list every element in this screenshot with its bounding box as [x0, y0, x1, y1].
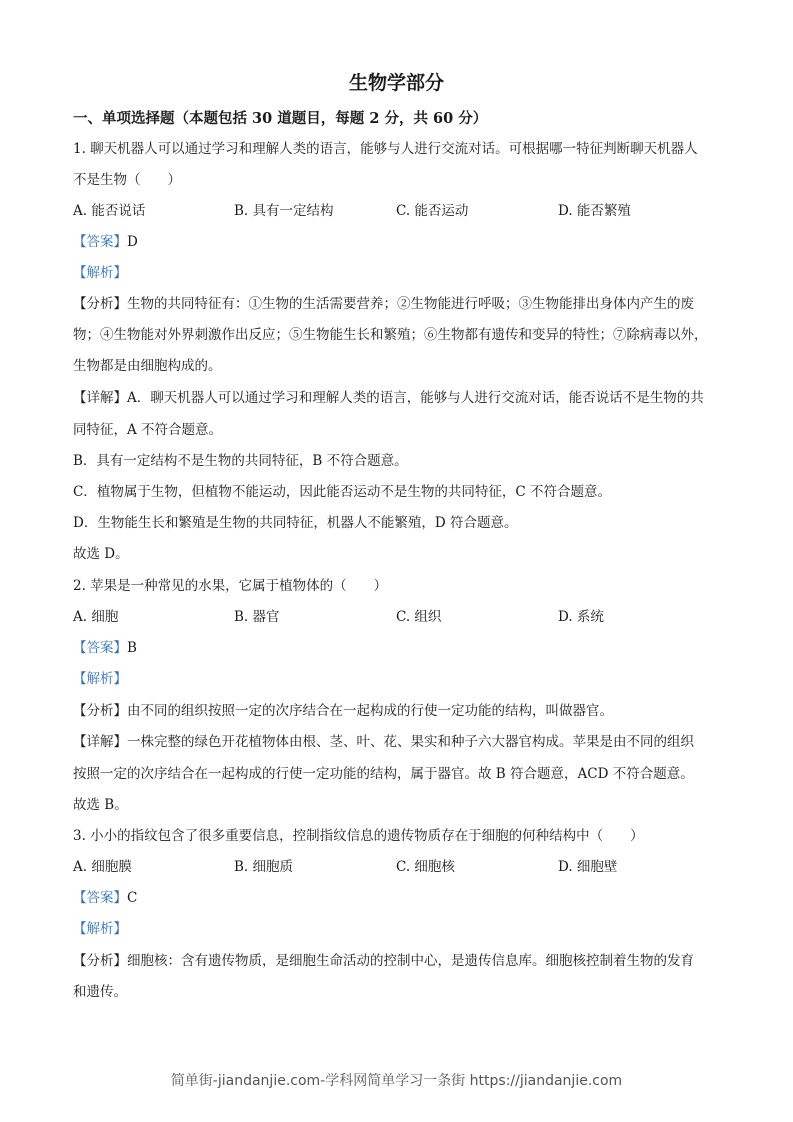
q2-option-a: A. 细胞 [73, 609, 119, 625]
q2-option-c: C. 组织 [396, 609, 442, 625]
q2-fenxi-text: 由不同的组织按照一定的次序结合在一起构成的行使一定功能的结构，叫做器官。 [127, 703, 613, 719]
fenxi-label: 【分析】 [73, 953, 127, 969]
q1-option-a: A. 能否说话 [73, 203, 146, 219]
q3-fenxi-line-1 [73, 951, 694, 971]
xiangjie-label: 【详解】 [73, 734, 127, 750]
q2-xiangjie-line-1 [73, 732, 694, 752]
q1-option-c: C. 能否运动 [396, 203, 469, 219]
q1-xiangjie-line-2: 同特征，A 不符合题意。 [73, 422, 223, 438]
q3-option-b: B. 细胞质 [234, 859, 294, 875]
q1-line-b: B．具有一定结构不是生物的共同特征，B 不符合题意。 [73, 453, 408, 469]
q3-option-c: C. 细胞核 [396, 859, 455, 875]
q2-answer-value: B [127, 640, 137, 656]
q2-answer [73, 638, 137, 658]
q1-option-b: B. 具有一定结构 [234, 203, 334, 219]
q1-stem-line-2: 不是生物（ ） [73, 172, 181, 188]
q2-option-b: B. 器官 [234, 609, 280, 625]
q1-xiangjie-text-1: A．聊天机器人可以通过学习和理解人类的语言，能够与人进行交流对话，能否说话不是生物的共 [127, 390, 704, 406]
q1-answer-value: D [127, 234, 138, 250]
q3-option-a: A. 细胞膜 [73, 859, 132, 875]
q2-option-d: D. 系统 [558, 609, 604, 625]
q3-analysis-label: 【解析】 [73, 921, 127, 937]
q1-conclusion: 故选 D。 [73, 546, 129, 562]
q1-stem-line-1: 1. 聊天机器人可以通过学习和理解人类的语言，能够与人进行交流对话。可根据哪一特征判断聊天机器人 [73, 141, 698, 157]
q1-analysis-label: 【解析】 [73, 265, 127, 281]
page-title: 生物学部分 [348, 72, 444, 94]
answer-label: 【答案】 [73, 640, 127, 656]
page-footer-watermark: 简单街-jiandanjie.com-学科网简单学习一条街 https://jiandanjie.com [170, 1073, 623, 1089]
q1-xiangjie-line-1 [73, 388, 704, 408]
q3-stem: 3. 小小的指纹包含了很多重要信息，控制指纹信息的遗传物质存在于细胞的何种结构中（ ） [73, 828, 644, 844]
q2-xiangjie-line-2: 按照一定的次序结合在一起构成的行使一定功能的结构，属于器官。故 B 符合题意，ACD 不符合题意。 [73, 766, 694, 782]
q2-analysis-label: 【解析】 [73, 671, 127, 687]
q3-fenxi-line-2: 和遗传。 [73, 984, 127, 1000]
q1-line-c: C．植物属于生物，但植物不能运动，因此能否运动不是生物的共同特征，C 不符合题意。 [73, 484, 611, 500]
q2-xiangjie-text-1: 一株完整的绿色开花植物体由根、茎、叶、花、果实和种子六大器官构成。苹果是由不同的组织 [127, 734, 694, 750]
xiangjie-label: 【详解】 [73, 390, 127, 406]
q2-stem: 2. 苹果是一种常见的水果，它属于植物体的（ ） [73, 578, 388, 594]
q3-answer [73, 888, 137, 908]
q2-fenxi-line [73, 701, 613, 721]
q1-answer [73, 232, 138, 252]
q1-fenxi-line-3: 生物都是由细胞构成的。 [73, 358, 222, 374]
q3-option-d: D. 细胞壁 [558, 859, 618, 875]
q2-conclusion: 故选 B。 [73, 797, 128, 813]
answer-label: 【答案】 [73, 234, 127, 250]
answer-label: 【答案】 [73, 890, 127, 906]
q1-option-d: D. 能否繁殖 [558, 203, 631, 219]
q1-fenxi-line-2: 物；④生物能对外界刺激作出反应；⑤生物能生长和繁殖；⑥生物都有遗传和变异的特性；⑦除病毒以外， [73, 327, 708, 343]
q3-answer-value: C [127, 890, 138, 906]
section-heading: 一、单项选择题（本题包括 30 道题目，每题 2 分，共 60 分） [73, 110, 488, 127]
q3-fenxi-text-1: 细胞核：含有遗传物质，是细胞生命活动的控制中心，是遗传信息库。细胞核控制着生物的发育 [127, 953, 694, 969]
q1-fenxi-text-1: 生物的共同特征有：①生物的生活需要营养；②生物能进行呼吸；③生物能排出身体内产生的废 [127, 296, 694, 312]
q1-fenxi-line-1 [73, 294, 694, 314]
fenxi-label: 【分析】 [73, 296, 127, 312]
q1-line-d: D．生物能生长和繁殖是生物的共同特征，机器人不能繁殖，D 符合题意。 [73, 515, 518, 531]
fenxi-label: 【分析】 [73, 703, 127, 719]
